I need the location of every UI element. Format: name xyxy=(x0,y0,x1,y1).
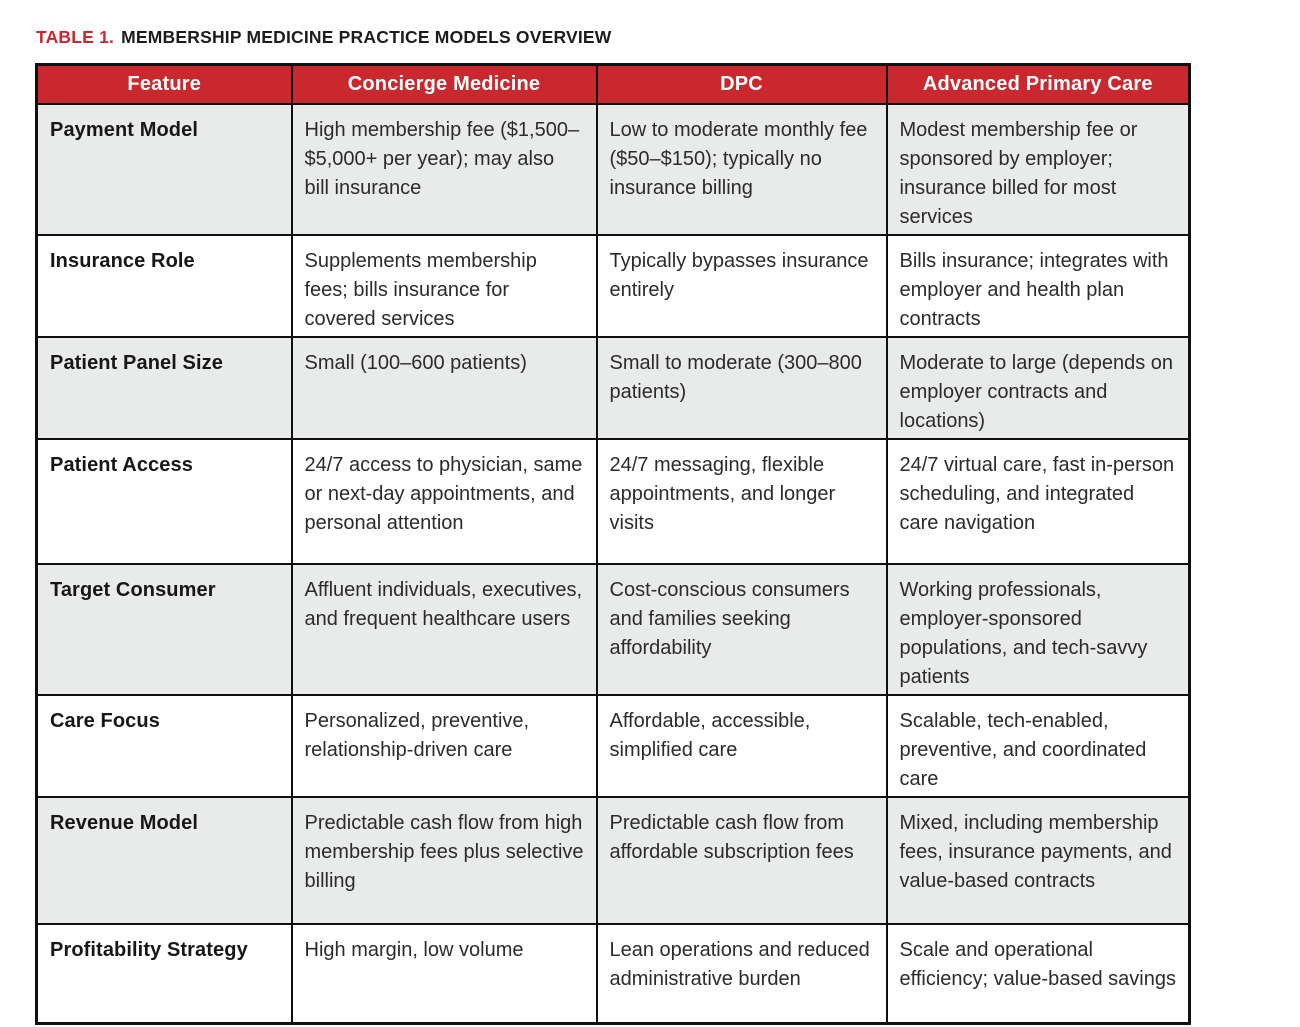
table-row-care-focus xyxy=(37,695,1190,797)
dpc-cell: Small to moderate (300–800 patients) xyxy=(597,337,887,439)
dpc-cell: Low to moderate monthly fee ($50–$150); typically no insurance billing xyxy=(597,104,887,235)
header-row xyxy=(37,65,1190,104)
apc-cell: 24/7 virtual care, fast in-person scheduling, and integrated care navigation xyxy=(887,439,1190,564)
concierge-cell: High membership fee ($1,500–$5,000+ per year); may also bill insurance xyxy=(292,104,597,235)
concierge-cell: Affluent individuals, executives, and frequent healthcare users xyxy=(292,564,597,695)
feature-cell: Insurance Role xyxy=(37,235,292,337)
feature-cell: Profitability Strategy xyxy=(37,924,292,1024)
column-header-feature: Feature xyxy=(37,65,292,104)
dpc-cell: Lean operations and reduced administrative burden xyxy=(597,924,887,1024)
concierge-cell: High margin, low volume xyxy=(292,924,597,1024)
concierge-cell: 24/7 access to physician, same or next-day appointments, and personal attention xyxy=(292,439,597,564)
feature-cell: Care Focus xyxy=(37,695,292,797)
table-row-insurance-role xyxy=(37,235,1190,337)
concierge-cell: Supplements membership fees; bills insurance for covered services xyxy=(292,235,597,337)
apc-cell: Mixed, including membership fees, insurance payments, and value-based contracts xyxy=(887,797,1190,924)
dpc-cell: Typically bypasses insurance entirely xyxy=(597,235,887,337)
apc-cell: Moderate to large (depends on employer contracts and locations) xyxy=(887,337,1190,439)
feature-cell: Patient Panel Size xyxy=(37,337,292,439)
feature-cell: Payment Model xyxy=(37,104,292,235)
table-row-patient-access xyxy=(37,439,1190,564)
dpc-cell: Predictable cash flow from affordable subscription fees xyxy=(597,797,887,924)
column-header-dpc: DPC xyxy=(597,65,887,104)
concierge-cell: Predictable cash flow from high membership fees plus selective billing xyxy=(292,797,597,924)
feature-cell: Revenue Model xyxy=(37,797,292,924)
membership-models-table xyxy=(35,63,1191,1025)
column-header-concierge-medicine: Concierge Medicine xyxy=(292,65,597,104)
column-header-advanced-primary-care: Advanced Primary Care xyxy=(887,65,1190,104)
table-row-payment-model xyxy=(37,104,1190,235)
concierge-cell: Small (100–600 patients) xyxy=(292,337,597,439)
table-number-label: TABLE 1. xyxy=(36,27,115,47)
feature-cell: Target Consumer xyxy=(37,564,292,695)
table-row-target-consumer xyxy=(37,564,1190,695)
dpc-cell: Cost-conscious consumers and families seeking affordability xyxy=(597,564,887,695)
concierge-cell: Personalized, preventive, relationship-driven care xyxy=(292,695,597,797)
table-row-profitability-strategy xyxy=(37,924,1190,1024)
table-title xyxy=(36,27,1265,48)
apc-cell: Bills insurance; integrates with employer and health plan contracts xyxy=(887,235,1190,337)
feature-cell: Patient Access xyxy=(37,439,292,564)
table-title-text: MEMBERSHIP MEDICINE PRACTICE MODELS OVERVIEW xyxy=(121,27,612,47)
dpc-cell: 24/7 messaging, flexible appointments, and longer visits xyxy=(597,439,887,564)
apc-cell: Scalable, tech-enabled, preventive, and coordinated care xyxy=(887,695,1190,797)
apc-cell: Modest membership fee or sponsored by employer; insurance billed for most services xyxy=(887,104,1190,235)
table-row-patient-panel-size xyxy=(37,337,1190,439)
table-row-revenue-model xyxy=(37,797,1190,924)
apc-cell: Working professionals, employer-sponsored populations, and tech-savvy patients xyxy=(887,564,1190,695)
dpc-cell: Affordable, accessible, simplified care xyxy=(597,695,887,797)
apc-cell: Scale and operational efficiency; value-based savings xyxy=(887,924,1190,1024)
